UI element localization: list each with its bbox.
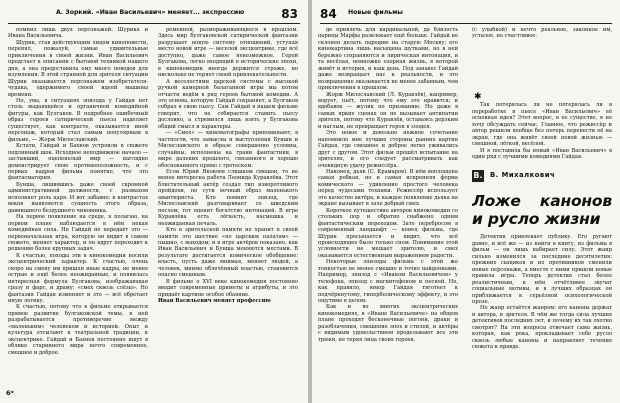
right-col-d-top-text <box>472 27 612 91</box>
left-page-number: 83 <box>281 7 298 21</box>
right-page-number: 84 <box>320 7 337 21</box>
left-page <box>0 0 308 403</box>
right-col-d-article-paragraph: Детектив привлекает публику. Его ругают давно, и всё же — из книги в книгу, из фильма в фильм — он лишь набирает силу. Этот жанр сильно изменился за последние десятилетия: прежних сыщиков и их противников сменили новые персонажи, а вместе с ними пришли новые правила игры. Теперь детектив стал более реалистичным, в нём отчётливее звучат социальные мотивы, и в лучших образцах он приближается к серьёзной психологической прозе. <box>472 234 612 305</box>
right-col-c-paragraph: Жорж Милославский (Л. Куравлёв), например, ворует, пьёт, потому что ему это нравится; и вдобавок — жулик по призванию. Но даже в самых ярких сценах он не вызывает антипатии зрителя, потому что Куравлёв, оставаясь дерзким и наглым, не превращает героя в злодея. <box>318 91 458 130</box>
right-column-d <box>472 27 612 393</box>
left-column-a <box>8 27 148 389</box>
left-col-a-paragraph: К счастью, потому что в фильме открывается прямое развитие булгаковской темы, в ней разрабатывается противоречие между «маленьким» человеком и историей. Опыт и культура отсылают к театральной традиции, к эксцентрике. Гайдай и Бахнов постоянно ищут в облике старинного мира нечто современное, смешное и доброе. <box>8 304 148 356</box>
right-col-d-top-paragraph: (с улыбкой) и нечто реальное, законное им, усталое, но счастливое. <box>472 27 612 40</box>
article-author: В. Михалкович <box>490 171 556 180</box>
right-col-d-article-text <box>472 234 612 393</box>
left-col-b-paragraph: В фильме о XVI веке кинокомедия постоянно вводит современные приметы и атрибуты, и это придаёт картине особое обаяние. <box>158 278 298 298</box>
left-running-head: А. Зоркий. «Иван Васильевич» меняет... экспрессию <box>56 9 245 16</box>
right-col-d-article-paragraph: Но жанр остаётся жанром: его каноны держат и автора, и зрителя. В чём же тогда сила лучших детективов последних лет, и почему их так охотно смотрят? На эти вопросы отвечает сама жизнь, которая, как река, прокладывает себе русло сквозь любые каноны и направляет течение сюжета к правде. <box>472 305 612 351</box>
right-col-d-mid-text <box>472 102 612 160</box>
left-footer-mark: 6* <box>6 389 14 397</box>
left-col-a-paragraph: Кстати, Гайдай и Бахнов устроили в сюжете подлинный шок. Исходное неподвижное начало — застывший, оцепенелый мир — наглядно демонстрирует свою противоположность, и с первых кадров фильма понятно, что это фантасмагория. <box>8 143 148 182</box>
right-running-head: Новые фильмы <box>348 9 403 16</box>
left-col-b-paragraph: Кто в зрительской памяти не хранит в своей памяти это шествие «по царским палатам» — пышно, с выходом; и в игре актёров показано, как Иван Васильевич и Бунша меняются местами. В результате достигается комическое обобщение: власть, пусть даже мнимая, меняет людей, а человек, мнимо облечённый властью, становится опасно смешным. <box>158 227 298 279</box>
article-title: Ложе канонов и русло жизни <box>472 192 612 229</box>
left-col-b-paragraph: — «Смех» — кинематографы припоминают, в частности, что замыслы и выступления Бунши и Милославского в образе совершенно условны, случайны, исполнены на грани фантастики, в мире далеких прошлого, связанного и хорошо обоснованного прямо с гротеском. <box>158 130 298 169</box>
right-col-c-paragraph: Наконец, дьяк (С. Крамаров). В нём воплощена самая робкая, но и самая искренняя форма комического — удивление простого человека перед чудесами техники. Режиссёр использует это качество актёра, и каждое появление дьяка на экране вызывает в зале добрый смех. <box>318 168 458 208</box>
left-col-a-paragraph: К счастью, походы эти в кинокомедии носили эксцентрический характер. К счастью, очень скоро на смену им пришли иные кадры, не менее острые и ещё более неожиданные, и появилась интересная формула Булгакова, изображающая сразу и фарс, и драму: «смех сквозь слёзы». Но фантазия Гайдая изменяет и это — всё обретает иную логику. <box>8 252 148 305</box>
left-col-a-paragraph: Но, увы, в ситуациях эпизода у Гайдая нет столь выдающейся и органичной комедийной фигуры, как Булгаков. В подробнее ошибочный образ героев сатирической пьесы наделяет существует, как контрасте, оказывается иной персонаж, который стал самым популярным в фильме, — Жорж Милославский. <box>8 97 148 143</box>
right-column-c <box>318 27 458 393</box>
star-divider-icon: ✱ <box>474 92 482 102</box>
right-page <box>312 0 620 403</box>
left-col-b-paragraph: ременной, размораживающиеся в прошлом. Здесь мир булгаковской сатирической фантазии разрушает новую систему отношений, уступая место новой игре — веселой эксцентрике, где всё доступно, даже самое невозможное. Герой Булгакова, легко входящий в исторические эпохи, в кинокомедии иногда держится строже, но нисколько не теряет своей привлекательности. <box>158 27 298 79</box>
article-author-row <box>472 170 612 184</box>
left-col-a-paragraph: Бунша, лишившись даже своей скромной административной должности, с размахом исполняет роль царя. И вот забавно: в контрастах веков выявляется сущность этого образа, давнишнего бездушного чиновника. <box>8 181 148 214</box>
left-col-b-paragraph: Если Юрий Яковлев слишком смешон, то не менее интересна работа Леонида Куравлёва. Этот блистательный актёр создал тип изворотливого пройдохи, по сути вечный образ маленького авантюриста. Кто помнит эпизод, где Милославский разговаривает со шведским послом, тот оценит богатство интонаций. В игре Куравлёва есть лёгкость, насмешка и неожиданная печаль. <box>158 168 298 227</box>
left-col-a-paragraph: На первое появление на среде, я полагаю, на первом плане наблюдается в нём некая комедийная сила. Но Гайдай не передаёт это — первоначальная игра, которую он видит в самом сюжете, меняет характер, и он вдруг переходит к решению более крупных задач. <box>8 214 148 253</box>
left-col-b-paragraph: А веселостями царской системы с высокой ручкой камерной балаганной игры мы потом отчасти ведём в ряд героев бытовой комедии. А это основа, которую Гайдай сохраняет, а Булгаков собрал в свою пьесу. Сам Гайдай в нашем фильме говорит, что не собирается ставить пьесу дословно, а стремился лишь взять у Булгакова общий смысл и характеры. <box>158 78 298 130</box>
right-col-c-paragraph: де привлечь для кардинальной, да близость царицы Марфы развлекает ещё больше. Гайдай не склонен делать пародию на старую Москву; его кинокартина лишь насыщена шутками, но в ней бережно сохраняются и лирическая интонация, и та весёлая, немножко озорная жизнь, в которой живёт и история, и наш день. Под занавес Гайдай даже возвращает нас к реальности, и это возвращение оказывается не менее забавным, чем приключения в прошлом. <box>318 27 458 92</box>
left-col-a-paragraph: помнил лишь двух персонажей: Шурика и Ивана Васильевича. <box>8 27 148 40</box>
right-col-d-mid-paragraph: Так потерялась ли не потерялась ли в переработке в пьесе «Иван Васильевич» её основная идея? Этот вопрос, в ее существе, я не хочу обсуждать сейчас. Главное, что режиссёр и автор решили вообще без потерь перенести её на экран, где она живёт своей новой жизнью — смешной, лёгкой, весёлой. <box>472 102 612 148</box>
left-col-b-link-ref: Иван Васильевич меняет профессию <box>158 298 271 305</box>
left-page-header <box>8 7 300 24</box>
left-column-b <box>158 27 298 385</box>
left-col-a-paragraph: Шурик, став действующим лицом киноповести, перенял, пожалуй, самые удивительные приключения в своей жизни. Иван Васильевич предстает в описании с бытовой техникой нашего дня, а она предоставила ему много поводов для изумления. В этой странной для зрителя ситуации Шурик оказывается персонажем изобретателя-чудака, одержимого своей идеей машины времени. <box>8 39 148 98</box>
author-initial-badge: В. <box>473 171 483 181</box>
right-col-c-paragraph: Короткое путешествие авторов кинокомедии со стольких пор и обратно снабжено одним фантастическим переходом. Зато перебросом в современный ландшафт — конец фильма, где Шурик просыпается и видит, что всё происходящее было только сном. Понимание этой условности не мешает зрителю, и смех оказывается естественным выражением радости. <box>318 207 458 259</box>
right-page-header <box>320 7 612 24</box>
right-col-d-mid-paragraph: И я поставила бы новый «Иван Васильевич» в один ряд с лучшими комедиями Гайдая. <box>472 147 612 161</box>
right-col-c-paragraph: Некоторые эпизоды фильма с этой же тонкостью не менее смешно и точно найденными. Например, эпизод с «Иваном Васильевичем» у телефона, эпизод с магнитофоном и песней. Но, как правило, юмор Гайдая тяготеет к подчёркнутому, гиперболическому эффекту, и это ощутимо в целом. <box>318 259 458 305</box>
right-col-c-paragraph: Это новое и довольно нежное сочетание напомнило мне лучшие стороны ранних картин Гайдая, где смешное и доброе легко уживались друг с другом. Этот фильм прошёл испытание на зрителях, и его следует рассматривать как очевидную удачу режиссёра. <box>318 130 458 169</box>
right-col-c-paragraph: Как и во многих эксцентрических кинокомедиях, в «Иване Васильевиче» на общем плане проходят бесконечные погони, драки и разоблачения, смешение эпох и стилей, и актёры с видимым удовольствием проделывают все эти трюки, не теряя лица своих героев. <box>318 304 458 343</box>
